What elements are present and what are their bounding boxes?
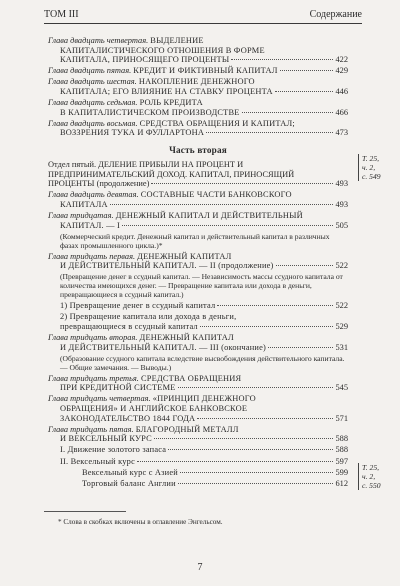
entry-last-line [48,434,348,444]
leader-dots [122,225,333,226]
entry-line [48,77,348,87]
chapter-label: Глава двадцать девятая. [48,190,139,200]
entry-text [60,457,135,467]
entry-text [60,312,236,321]
footnote-rule [44,511,126,512]
toc-entry [48,457,348,467]
entry-line [48,333,348,343]
leader-dots [178,483,334,484]
chapter-title: ДЕНЕЖНЫЙ КАПИТАЛ И ДЕЙСТВИТЕЛЬНЫЙ [115,210,303,220]
entry-text [48,190,292,199]
entry-text [48,119,295,128]
entry-last-line [48,87,348,97]
chapter-title: ВЫДЕЛЕНИЕ [150,36,204,45]
volume-label: ТОМ III [44,9,79,20]
leader-dots [110,204,334,205]
entry-text [60,343,266,353]
chapter-title: БЛАГОРОДНЫЙ МЕТАЛЛ [135,424,239,434]
chapter-title: превращающиеся в ссудный капитал [60,321,198,331]
entry-last-line [48,468,348,478]
entry-line [48,46,348,56]
entry-description: (Образование ссудного капитала вследствие высвобождения действительного капитала. — Общие замечания. — Выводы.) [60,353,345,372]
entry-line [48,312,348,322]
chapter-title: НАКОПЛЕНИЕ ДЕНЕЖНОГО [138,77,255,87]
entry-last-line [48,479,348,489]
leader-dots [217,305,333,306]
leader-dots [200,326,334,327]
leader-dots [178,387,334,388]
chapter-title: ВОЗЗРЕНИЯ ТУКА И ФУЛЛАРТОНА [60,128,205,138]
entry-line [48,190,348,200]
chapter-title: Вексельный курс с Азией [82,467,178,477]
chapter-title: 2) Превращение капитала или дохода в деньги, [60,312,237,322]
entry-last-line [48,108,348,118]
toc-entry [48,301,348,311]
page-ref: 597 [335,456,348,466]
entry-text [48,211,303,220]
entry-line [48,425,348,435]
entry-line [48,404,348,414]
entry-text [48,374,241,383]
entry-text [82,479,176,489]
entry-text [60,404,247,413]
toc-entry [48,119,348,138]
section-line [48,160,348,170]
entry-last-line [48,301,348,311]
toc-entry [48,425,348,444]
entry-text [82,468,178,478]
entry-last-line [48,445,348,455]
entry-text [60,414,195,424]
chapter-title: II. Вексельный курс [60,456,135,466]
entry-last-line [48,128,348,138]
leader-dots [280,70,334,71]
toc-entry [48,479,348,489]
chapter-title: КАПИТАЛИСТИЧЕСКОГО ОТНОШЕНИЯ В ФОРМЕ [60,45,265,55]
entry-text [60,383,176,393]
page-ref: 545 [335,383,348,393]
toc-entry [48,374,348,393]
chapter-label: Глава двадцать пятая. [48,66,132,76]
toc-entry [48,36,348,65]
entry-last-line [48,66,348,76]
entry-last-line [48,261,348,271]
page-ref: 473 [335,128,348,138]
page-ref: 531 [335,342,348,352]
chapter-title: ПРИ КРЕДИТНОЙ СИСТЕМЕ [60,383,176,393]
chapter-title: Торговый баланс Англии [82,478,176,488]
entry-last-line [48,343,348,353]
leader-dots [154,438,334,439]
entry-last-line [48,55,348,65]
page-ref: 429 [335,66,348,76]
entry-text [60,108,240,118]
entry-text [60,322,198,332]
entry-last-line [48,457,348,467]
header-rule [44,23,362,24]
entry-text [48,77,255,86]
chapter-label: Глава тридцать третья. [48,373,139,383]
entry-description: (Превращение денег в ссудный капитал. — Независимость массы ссудного капитала от количества имеющихся денег. — Превращение капитала или дохода в деньги, превращающиеся в ссудный капитал.) [60,272,343,300]
chapter-title: РОЛЬ КРЕДИТА [139,98,203,108]
leader-dots [231,59,333,60]
entry-last-line [48,221,348,231]
entry-text [60,301,215,311]
page-ref: 505 [335,220,348,230]
page-ref: 422 [335,55,348,65]
chapter-title: ДЕНЕЖНЫЙ КАПИТАЛ [137,251,232,261]
entry-text [48,98,203,107]
leader-dots [206,132,333,133]
chapter-title: КАПИТАЛА, ПРИНОСЯЩЕГО ПРОЦЕНТЫ [60,55,230,65]
leader-dots [276,265,334,266]
page-ref: 571 [335,413,348,423]
leader-dots [151,183,333,184]
entry-last-line [48,414,348,424]
page-ref: 612 [335,478,348,488]
chapter-label: Глава тридцать пятая. [48,424,134,434]
leader-dots [268,347,333,348]
entry-text [48,252,232,261]
toc-entry [48,252,348,271]
leader-dots [275,91,334,92]
chapter-title: ДЕНЕЖНЫЙ КАПИТАЛ [139,333,234,343]
entry-text [60,445,166,455]
chapter-title: В КАПИТАЛИСТИЧЕСКОМ ПРОИЗВОДСТВЕ [60,107,240,117]
entry-last-line [48,322,348,332]
section-text: ПРОЦЕНТЫ (продолжение) [48,179,150,189]
section-line [48,179,348,189]
toc-entry [48,468,348,478]
chapter-title: И ДЕЙСТВИТЕЛЬНЫЙ КАПИТАЛ. — II (продолжение) [60,261,274,271]
chapter-title: 1) Превращение денег в ссудный капитал [60,301,216,311]
footnote: * Слова в скобках включены в оглавление Энгельсом. [58,518,223,526]
toc-entry [48,190,348,209]
page-ref: 493 [335,199,348,209]
side-note-1: Т. 25, ч. 2, с. 549 [358,154,396,181]
entry-text [60,221,120,231]
toc-entry [48,98,348,117]
toc-entry [48,333,348,352]
section-line [48,170,348,180]
side-note-2: Т. 25, ч. 2, с. 550 [358,463,396,490]
entry-text [60,55,229,65]
toc-entry [48,312,348,331]
chapter-title: КАПИТАЛ. — I [60,220,121,230]
entry-text [48,394,256,403]
chapter-label: Глава тридцать четвертая. [48,394,151,404]
toc-entry [48,66,348,76]
section-text: Отдел пятый. ДЕЛЕНИЕ ПРИБЫЛИ НА ПРОЦЕНТ И [48,159,244,169]
entry-text [48,333,234,342]
part-title: Часть вторая [169,144,227,155]
chapter-title: И ВЕКСЕЛЬНЫЙ КУРС [60,434,152,444]
entry-text [60,261,274,271]
section-label: Содержание [309,9,362,20]
toc-entry [48,394,348,423]
leader-dots [180,472,333,473]
entry-text [60,200,108,210]
chapter-label: Глава двадцать седьмая. [48,98,138,108]
page-ref: 529 [335,321,348,331]
chapter-title: КАПИТАЛА [60,199,108,209]
entry-line [48,211,348,221]
chapter-title: I. Движение золотого запаса [60,445,167,455]
toc-entry [48,77,348,96]
toc-entry [48,445,348,455]
entry-line [48,394,348,404]
page-ref: 588 [335,434,348,444]
chapter-title: И ДЕЙСТВИТЕЛЬНЫЙ КАПИТАЛ. — III (окончание) [60,342,267,352]
page-ref: 522 [335,301,348,311]
chapter-title: КАПИТАЛА; ЕГО ВЛИЯНИЕ НА СТАВКУ ПРОЦЕНТА [60,86,273,96]
section-text: ПРЕДПРИНИМАТЕЛЬСКИЙ ДОХОД. КАПИТАЛ, ПРИНОСЯЩИЙ [48,169,295,179]
chapter-title: СРЕДСТВА ОБРАЩЕНИЯ [141,373,242,383]
chapter-title: КРЕДИТ И ФИКТИВНЫЙ КАПИТАЛ [133,66,278,76]
entry-line [48,119,348,129]
running-header [44,9,362,23]
entry-description: (Коммерческий кредит. Денежный капитал и действительный капитал в различных фазах промышленного цикла.)* [60,231,330,250]
page-ref: 466 [335,107,348,117]
page-ref: 599 [335,467,348,477]
entry-text [60,434,152,444]
leader-dots [197,418,333,419]
page-ref: 522 [335,261,348,271]
chapter-title: «ПРИНЦИП ДЕНЕЖНОГО [152,394,256,404]
entry-line [48,252,348,262]
chapter-label: Глава тридцать вторая. [48,333,138,343]
chapter-title: СРЕДСТВА ОБРАЩЕНИЯ И КАПИТАЛ; [139,118,295,128]
page-ref: 588 [335,445,348,455]
entry-text [60,87,273,97]
chapter-label: Глава тридцатая. [48,210,114,220]
entry-text [60,128,204,138]
entry-last-line [48,200,348,210]
leader-dots [168,449,333,450]
chapter-title: ОБРАЩЕНИЯ» И АНГЛИЙСКОЕ БАНКОВСКОЕ [60,404,248,414]
chapter-title: ЗАКОНОДАТЕЛЬСТВО 1844 ГОДА [60,413,196,423]
entry-text [48,36,204,45]
page-ref: 446 [335,86,348,96]
table-of-contents [48,36,348,490]
leader-dots [137,461,333,462]
section-heading [48,160,348,189]
page-ref: 493 [335,179,348,189]
page-number: 7 [197,562,203,573]
chapter-label: Глава двадцать шестая. [48,77,137,87]
entry-line [48,98,348,108]
chapter-label: Глава двадцать четвертая. [48,36,149,45]
chapter-title: СОСТАВНЫЕ ЧАСТИ БАНКОВСКОГО [140,190,292,200]
entry-line [48,36,348,46]
entry-line [48,374,348,384]
entry-text [60,46,265,55]
entry-text [48,66,278,76]
chapter-label: Глава тридцать первая. [48,251,136,261]
leader-dots [242,112,334,113]
entry-last-line [48,383,348,393]
toc-entry [48,211,348,230]
entry-text [48,425,239,434]
chapter-label: Глава двадцать восьмая. [48,118,138,128]
